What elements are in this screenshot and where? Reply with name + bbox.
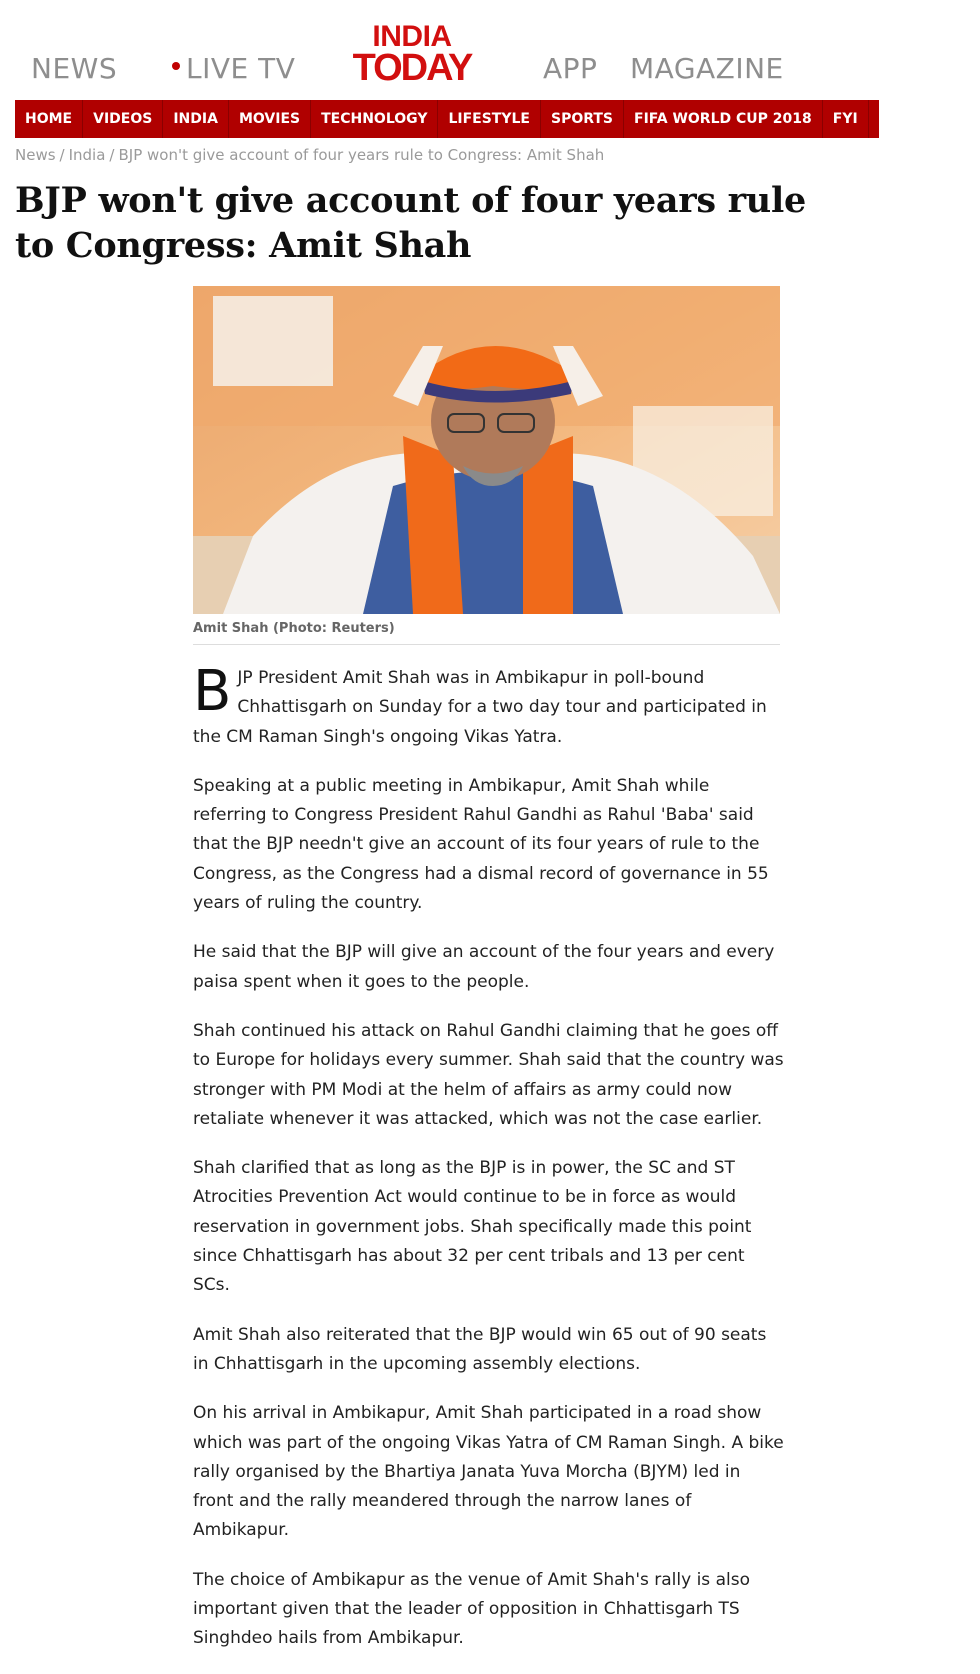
top-link-magazine[interactable]: MAGAZINE — [630, 52, 784, 85]
article-paragraph-7: On his arrival in Ambikapur, Amit Shah participated in a road show which was part of the ongoing Vikas Yatra of CM Raman Singh. A bike rally organised by the Bhartiya Janata Yuva Morcha (BJYM) led in front and the rally meandered through the narrow lanes of Ambikapur. — [193, 1403, 784, 1541]
breadcrumb-news[interactable]: News — [15, 146, 56, 164]
article-paragraph-4: Shah continued his attack on Rahul Gandhi claiming that he goes off to Europe for holidays every summer. Shah said that the country was stronger with PM Modi at the helm of affairs as army could now retaliate whenever it was attacked, which was not the case earlier. — [193, 1020, 784, 1129]
photo-illustration — [193, 286, 780, 614]
top-link-news[interactable]: NEWS — [31, 52, 118, 85]
live-tv-label: LIVE TV — [186, 52, 296, 85]
nav-item-sports[interactable]: SPORTS — [541, 100, 624, 138]
nav-item-india[interactable]: INDIA — [163, 100, 229, 138]
breadcrumb-separator: / — [109, 146, 115, 164]
article-photo — [193, 286, 780, 614]
article-paragraph-6: Amit Shah also reiterated that the BJP would win 65 out of 90 seats in Chhattisgarh in the upcoming assembly elections. — [193, 1324, 767, 1374]
top-link-live-tv[interactable] — [172, 52, 295, 85]
article-body — [193, 659, 785, 1674]
article-paragraph-1 — [193, 659, 785, 752]
article-paragraph-8: The choice of Ambikapur as the venue of Amit Shah's rally is also important given that the leader of opposition in Chhattisgarh TS Singhdeo hails from Ambikapur. — [193, 1569, 750, 1649]
nav-item-movies[interactable]: MOVIES — [229, 100, 311, 138]
main-nav — [15, 100, 970, 138]
breadcrumb — [15, 146, 604, 164]
live-dot-icon — [172, 62, 180, 70]
caption-divider — [193, 644, 780, 645]
nav-item-home[interactable]: HOME — [15, 100, 83, 138]
nav-item-technology[interactable]: TECHNOLOGY — [311, 100, 438, 138]
top-link-app[interactable]: APP — [543, 52, 598, 85]
breadcrumb-separator: / — [59, 146, 65, 164]
article-paragraph-2: Speaking at a public meeting in Ambikapur, Amit Shah while referring to Congress President Rahul Gandhi as Rahul 'Baba' said that the BJP needn't give an account of its four years of rule to the Congress, as the Congress had a dismal record of governance in 55 years of ruling the country. — [193, 775, 769, 914]
drop-cap: B — [193, 659, 232, 724]
nav-item-fyi[interactable]: FYI — [823, 100, 869, 138]
logo-line-2: TODAY — [352, 47, 472, 89]
breadcrumb-current: BJP won't give account of four years rule to Congress: Amit Shah — [118, 146, 605, 164]
breadcrumb-india[interactable]: India — [68, 146, 106, 164]
page-title: BJP won't give account of four years rule to Congress: Amit Shah — [15, 180, 806, 266]
india-today-logo[interactable] — [336, 22, 488, 88]
article-paragraph-5: Shah clarified that as long as the BJP is in power, the SC and ST Atrocities Prevention Act would continue to be in force as would reservation in government jobs. Shah specifically made this point since Chhattisgarh has about 32 per cent tribals and 13 per cent SCs. — [193, 1158, 752, 1296]
paragraph-text: JP President Amit Shah was in Ambikapur in poll-bound Chhattisgarh on Sunday for a two day tour and participated in the CM Raman Singh's ongoing Vikas Yatra. — [193, 668, 767, 747]
site-header — [0, 0, 892, 100]
article-paragraph-3: He said that the BJP will give an account of the four years and every paisa spent when it goes to the people. — [193, 942, 775, 992]
nav-item-education[interactable]: EDUCATION — [878, 111, 970, 127]
nav-item-fifa-world-cup[interactable]: FIFA WORLD CUP 2018 — [624, 100, 823, 138]
nav-item-lifestyle[interactable]: LIFESTYLE — [438, 100, 541, 138]
photo-caption: Amit Shah (Photo: Reuters) — [193, 621, 395, 636]
logo-line-1: INDIA — [372, 20, 452, 53]
nav-item-videos[interactable]: VIDEOS — [83, 100, 163, 138]
